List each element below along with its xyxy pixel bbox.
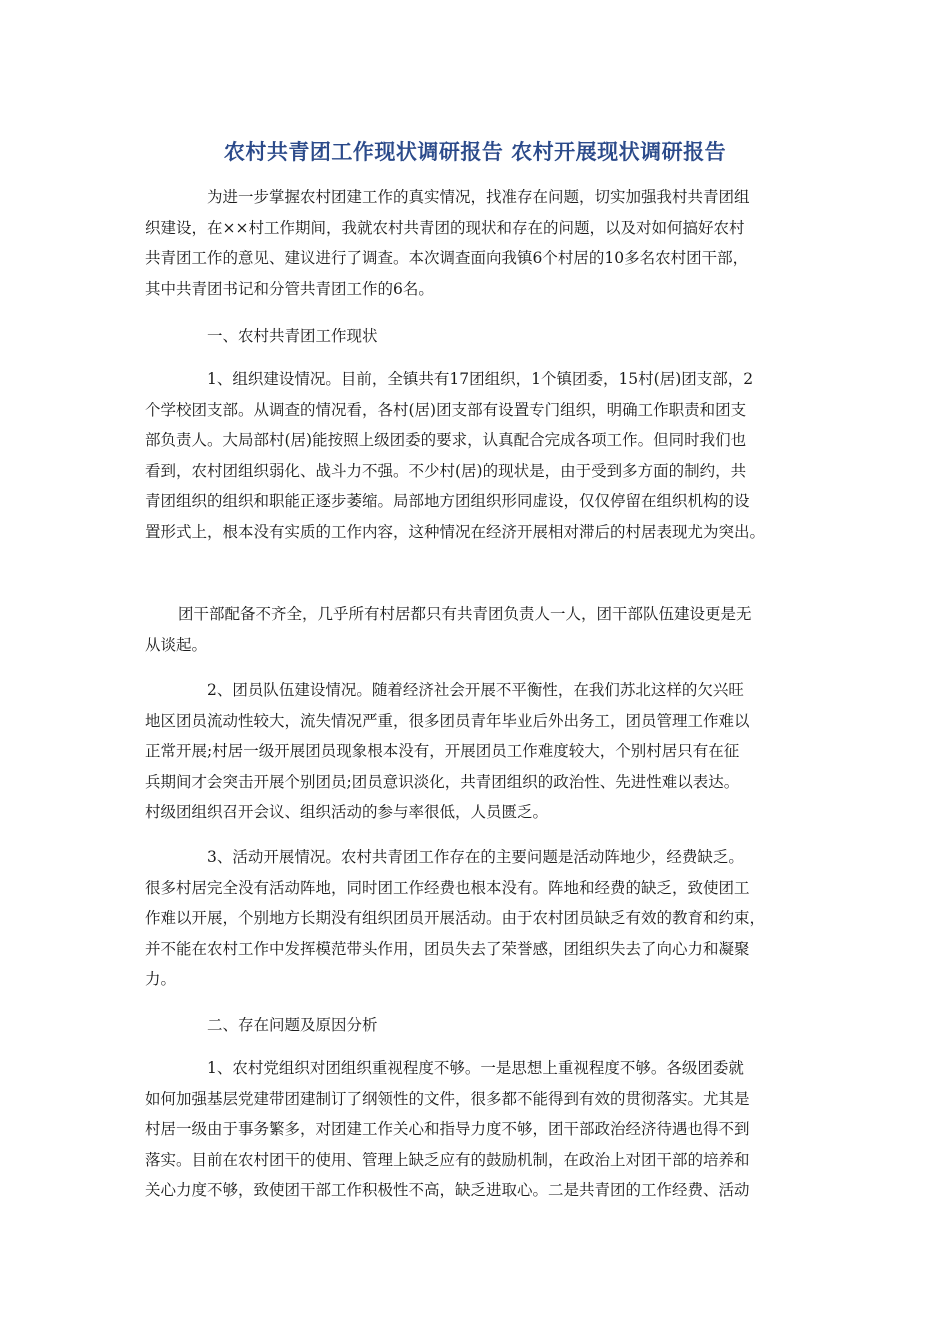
text-line: 1、农村党组织对团组织重视程度不够。一是思想上重视程度不够。各级团委就 xyxy=(207,1059,744,1077)
text-line: 1、组织建设情况。目前，全镇共有17团组织，1个镇团委，15村(居)团支部，2 xyxy=(207,370,754,388)
text-line: 村居一级由于事务繁多，对团建工作关心和指导力度不够，团干部政治经济待遇也得不到 xyxy=(145,1120,750,1138)
intro-paragraph xyxy=(145,182,810,304)
section-heading: 二、存在问题及原因分析 xyxy=(207,1016,378,1034)
text-line: 团干部配备不齐全，几乎所有村居都只有共青团负责人一人，团干部队伍建设更是无 xyxy=(178,605,752,623)
text-line: 关心力度不够，致使团干部工作积极性不高，缺乏进取心。二是共青团的工作经费、活动 xyxy=(145,1181,750,1199)
text-line: 看到，农村团组织弱化、战斗力不强。不少村(居)的现状是，由于受到多方面的制约，共 xyxy=(145,461,747,480)
text-line: 青团组织的组织和职能正逐步萎缩。局部地方团组织形同虚设，仅仅停留在组织机构的设 xyxy=(145,492,750,510)
text-line: 并不能在农村工作中发挥模范带头作用，团员失去了荣誉感，团组织失去了向心力和凝聚 xyxy=(145,939,750,958)
text-line: 落实。目前在农村团干的使用、管理上缺乏应有的鼓励机制，在政治上对团干部的培养和 xyxy=(145,1150,750,1169)
text-line: 很多村居完全没有活动阵地，同时团工作经费也根本没有。阵地和经费的缺乏，致使团工 xyxy=(145,878,750,897)
body-paragraph xyxy=(145,364,810,547)
document-title: 农村共青团工作现状调研报告 农村开展现状调研报告 xyxy=(223,140,727,164)
text-line: 从谈起。 xyxy=(145,635,208,654)
body-paragraph xyxy=(145,842,810,995)
text-line: 置形式上，根本没有实质的工作内容，这种情况在经济开展相对滞后的村居表现尤为突出。 xyxy=(145,522,766,541)
body-paragraph xyxy=(145,675,810,828)
body-paragraph xyxy=(145,1053,810,1206)
text-line: 其中共青团书记和分管共青团工作的6名。 xyxy=(145,279,434,298)
text-line: 正常开展;村居一级开展团员现象根本没有，开展团员工作难度较大，个别村居只有在征 xyxy=(145,742,740,760)
text-line: 织建设，在××村工作期间，我就农村共青团的现状和存在的问题，以及对如何搞好农村 xyxy=(145,218,745,237)
text-line: 2、团员队伍建设情况。随着经济社会开展不平衡性，在我们苏北这样的欠兴旺 xyxy=(207,681,744,699)
text-line: 地区团员流动性较大，流失情况严重，很多团员青年毕业后外出务工，团员管理工作难以 xyxy=(145,711,750,730)
text-line: 个学校团支部。从调查的情况看，各村(居)团支部有设置专门组织，明确工作职责和团支 xyxy=(145,400,747,419)
text-line: 作难以开展，个别地方长期没有组织团员开展活动。由于农村团员缺乏有效的教育和约束， xyxy=(145,909,766,927)
text-line: 兵期间才会突击开展个别团员;团员意识淡化，共青团组织的政治性、先进性难以表达。 xyxy=(145,772,740,791)
text-line: 力。 xyxy=(145,970,177,988)
text-line: 为进一步掌握农村团建工作的真实情况，找准存在问题，切实加强我村共青团组 xyxy=(207,188,750,206)
body-paragraph xyxy=(145,599,810,660)
text-line: 3、活动开展情况。农村共青团工作存在的主要问题是活动阵地少，经费缺乏。 xyxy=(207,848,744,866)
text-line: 如何加强基层党建带团建制订了纲领性的文件，很多都不能得到有效的贯彻落实。尤其是 xyxy=(145,1089,750,1108)
section-heading: 一、农村共青团工作现状 xyxy=(207,327,378,345)
text-line: 共青团工作的意见、建议进行了调查。本次调查面向我镇6个村居的10多名农村团干部， xyxy=(145,249,749,267)
text-line: 部负责人。大局部村(居)能按照上级团委的要求，认真配合完成各项工作。但同时我们也 xyxy=(145,431,747,449)
text-line: 村级团组织召开会议、组织活动的参与率很低，人员匮乏。 xyxy=(145,803,549,821)
